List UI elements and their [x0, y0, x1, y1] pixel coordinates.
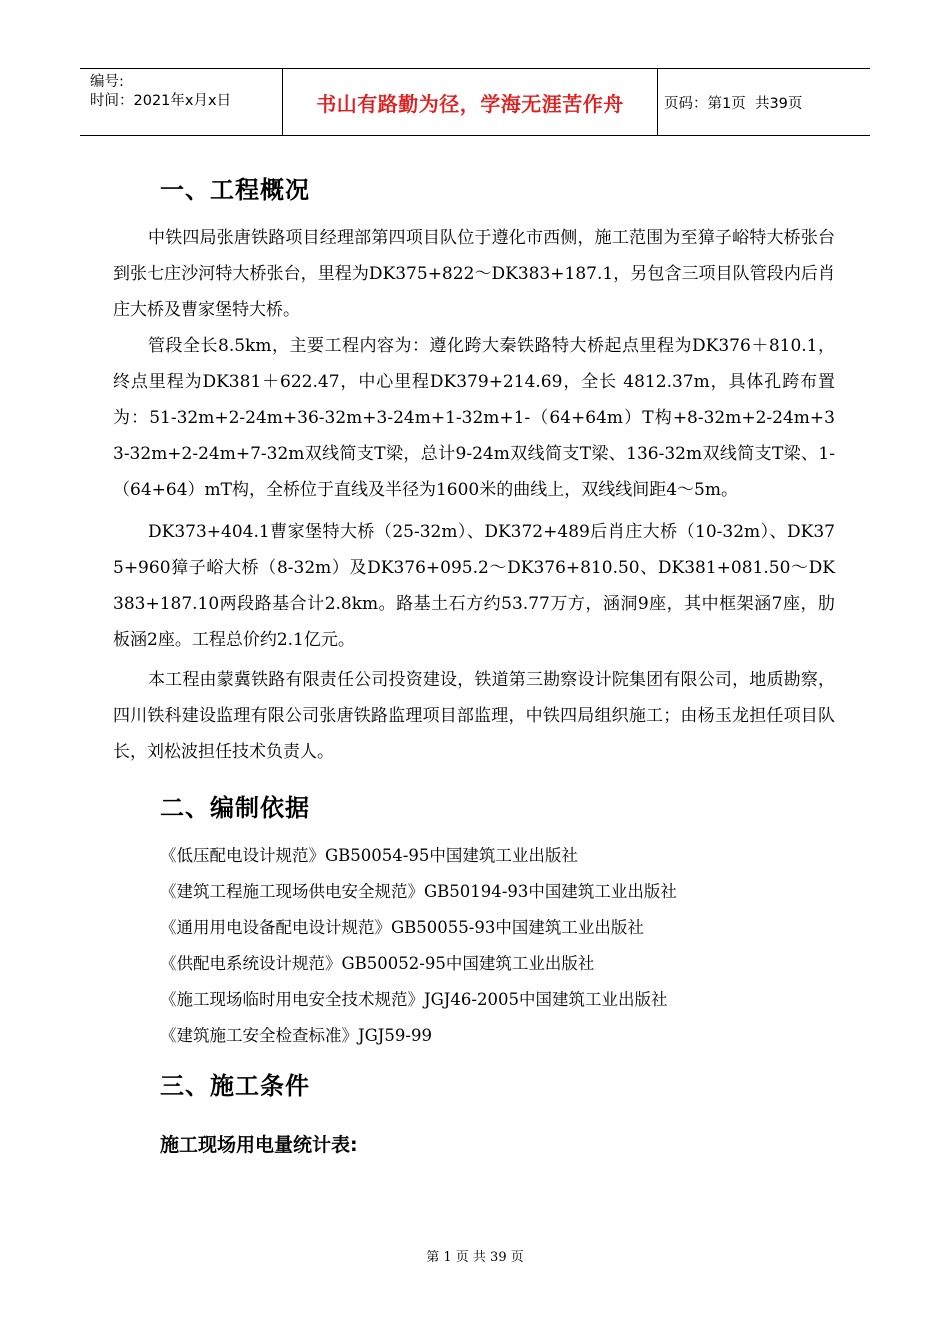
document-date: 时间：2021年x月x日 [90, 93, 232, 109]
header-page-info [658, 69, 870, 135]
power-usage-table-heading: 施工现场用电量统计表: [160, 1134, 358, 1156]
page-info-text: 页码：第1页 共39页 [664, 95, 803, 112]
header-motto: 书山有路勤为径，学海无涯苦作舟 [282, 69, 658, 135]
document-number-label: 编号: [90, 74, 124, 90]
reference-item: 《供配电系统设计规范》GB50052-95中国建筑工业出版社 [160, 954, 595, 973]
page-header [80, 68, 870, 136]
section-title-basis: 二、编制依据 [160, 794, 310, 822]
reference-item: 《建筑工程施工现场供电安全规范》GB50194-93中国建筑工业出版社 [160, 882, 677, 901]
overview-paragraph-1: 中铁四局张唐铁路项目经理部第四项目队位于遵化市西侧，施工范围为至獐子峪特大桥张台到张七庄沙河特大桥张台，里程为DK375+822～DK383+187.1，另包含三项目队管段内后肖庄大桥及曹家堡特大桥。 [113, 228, 835, 320]
reference-item: 《施工现场临时用电安全技术规范》JGJ46-2005中国建筑工业出版社 [160, 990, 668, 1009]
header-meta [80, 69, 282, 135]
reference-list [160, 838, 677, 1054]
overview-paragraph-3: DK373+404.1曹家堡特大桥（25-32m）、DK372+489后肖庄大桥（10-32m）、DK375+960獐子峪大桥（8-32m）及DK376+095.2～DK376+810.50、DK381+081.50～DK383+187.10两段路基合计2.8km。路基土石方约53.77万方，涵洞9座，其中框架涵7座，肋板涵2座。工程总价约2.1亿元。 [113, 522, 835, 650]
reference-item: 《建筑施工安全检查标准》JGJ59-99 [160, 1026, 432, 1045]
overview-paragraph-2: 管段全长8.5km，主要工程内容为：遵化跨大秦铁路特大桥起点里程为DK376＋810.1，终点里程为DK381＋622.47，中心里程DK379+214.69，全长 4812.37m，具体孔跨布置为：51-32m+2-24m+36-32m+3-24m+1-32m+1-（64+64m）T构+8-32m+2-24m+33-32m+2-24m+7-32m双线简支T梁，总计9-24m双线简支T梁、136-32m双线简支T梁、1-（64+64）mT构，全桥位于直线及半径为1600米的曲线上，双线线间距4～5m。 [113, 336, 835, 500]
overview-paragraph-4: 本工程由蒙冀铁路有限责任公司投资建设，铁道第三勘察设计院集团有限公司，地质勘察，四川铁科建设监理有限公司张唐铁路监理项目部监理，中铁四局组织施工；由杨玉龙担任项目队长，刘松波担任技术负责人。 [113, 670, 835, 762]
section-title-overview: 一、工程概况 [160, 176, 310, 204]
page-footer: 第 1 页 共 39 页 [426, 1250, 524, 1265]
section-title-conditions: 三、施工条件 [160, 1072, 310, 1100]
reference-item: 《通用用电设备配电设计规范》GB50055-93中国建筑工业出版社 [160, 918, 644, 937]
reference-item: 《低压配电设计规范》GB50054-95中国建筑工业出版社 [160, 846, 578, 865]
